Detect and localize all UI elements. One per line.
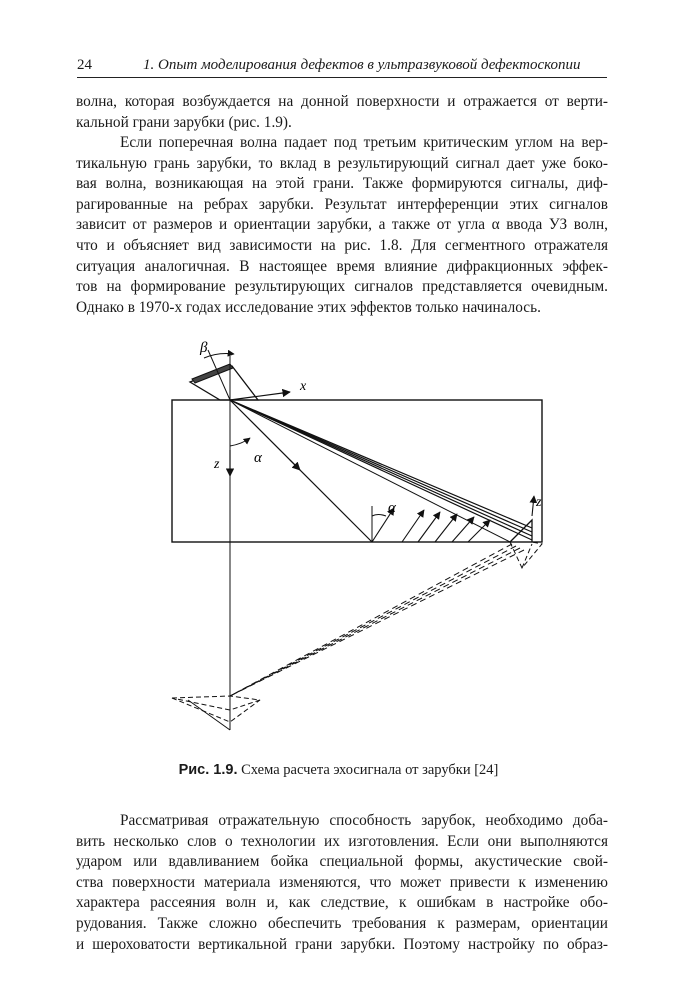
specimen-block <box>172 400 542 542</box>
text-line: вая волна, возникающая на этой грани. Также формируются сигналы, диф- <box>76 175 608 193</box>
alpha-label-left: α <box>254 450 262 466</box>
bottom-ray-arrow <box>402 510 424 542</box>
figure-caption <box>0 762 677 779</box>
beta-label: β <box>200 340 208 356</box>
text-line: Однако в 1970-х годах исследование этих эффектов только начиналось. <box>76 298 541 316</box>
bottom-ray-arrow <box>418 512 440 542</box>
paragraph-1 <box>76 92 608 133</box>
page-number: 24 <box>77 57 92 73</box>
text-line: ситуация аналогичная. В настоящее время влияние дифракционных эффек- <box>76 257 608 275</box>
text-line: рагированные на ребрах зарубки. Результат интерференции этих сигналов <box>76 195 608 213</box>
mirrored-transducer <box>172 696 260 710</box>
mirrored-ray <box>230 546 516 696</box>
text-line: зависит от размеров и ориентации зарубки, а также от угла α ввода УЗ волн, <box>76 216 608 234</box>
paragraph-3 <box>76 811 608 955</box>
text-line: кальной грани зарубки (рис. 1.9). <box>76 113 292 131</box>
beam-ray <box>230 400 532 540</box>
text-line: волна, которая возбуждается на донной поверхности и отражается от верти- <box>76 93 608 110</box>
running-title: 1. Опыт моделирования дефектов в ультразвуковой дефектоскопии <box>143 57 581 73</box>
bottom-ray-arrow <box>452 517 474 542</box>
transducer-element <box>192 364 233 383</box>
mirror-notch-line <box>522 544 532 568</box>
x-axis <box>230 392 290 400</box>
mirrored-ray <box>230 544 512 696</box>
bottom-ray-arrow <box>468 520 490 542</box>
text-line: Рассматривая отражательную способность зарубок, необходимо доба- <box>120 812 608 829</box>
running-header <box>77 55 607 78</box>
mirrored-ray <box>230 548 520 696</box>
z-axis-label-right: z <box>536 495 542 510</box>
text-line: Если поперечная волна падает под третьим критическим углом на вер- <box>120 134 608 151</box>
incident-ray-arrow <box>290 460 300 470</box>
text-line: и шероховатости вертикальной грани зарубки. Поэтому настройку по образ- <box>76 935 608 953</box>
incident-ray <box>230 400 372 542</box>
z-axis-arrow-right <box>532 496 534 516</box>
alpha-arc-right <box>372 515 386 517</box>
mirrored-ray <box>230 550 524 696</box>
mirrored-transducer-outline <box>172 698 260 722</box>
alpha-label-right: α <box>388 500 396 516</box>
text-line: вить несколько слов о технологии их изготовления. Если они выполняются <box>76 832 608 850</box>
text-line: характера рассеяния волн и, как следствие, к ошибкам в настройке обо- <box>76 894 608 912</box>
alpha-arc-left <box>230 438 250 446</box>
mirrored-transducer-edge <box>188 700 230 730</box>
bottom-ray-arrow <box>435 514 457 542</box>
text-line: рудования. Также сложно обеспечить требования к размерам, ориентации <box>76 914 608 932</box>
figure-caption-text: Схема расчета эхосигнала от зарубки [24] <box>241 762 499 778</box>
paragraph-2 <box>76 133 608 318</box>
text-line: что и объясняет вид зависимости на рис. 1.8. Для сегментного отражателя <box>76 236 608 254</box>
beam-ray <box>230 400 510 542</box>
text-line: ства поверхности материала изменяются, что может привести к изменению <box>76 873 608 891</box>
z-axis-label-left: z <box>214 457 220 472</box>
text-line: ударом или вдавливанием бойка специальной формы, акустические свой- <box>76 853 608 871</box>
notch-echo-diagram <box>150 330 570 750</box>
text-line: тикальную грань зарубки, то вклад в результирующий сигнал дает уже боко- <box>76 154 608 172</box>
text-line: тов на формирование результирующих сигналов представляется очевидным. <box>76 278 608 296</box>
figure-caption-label: Рис. 1.9. <box>178 762 238 778</box>
x-axis-label: x <box>300 379 307 394</box>
